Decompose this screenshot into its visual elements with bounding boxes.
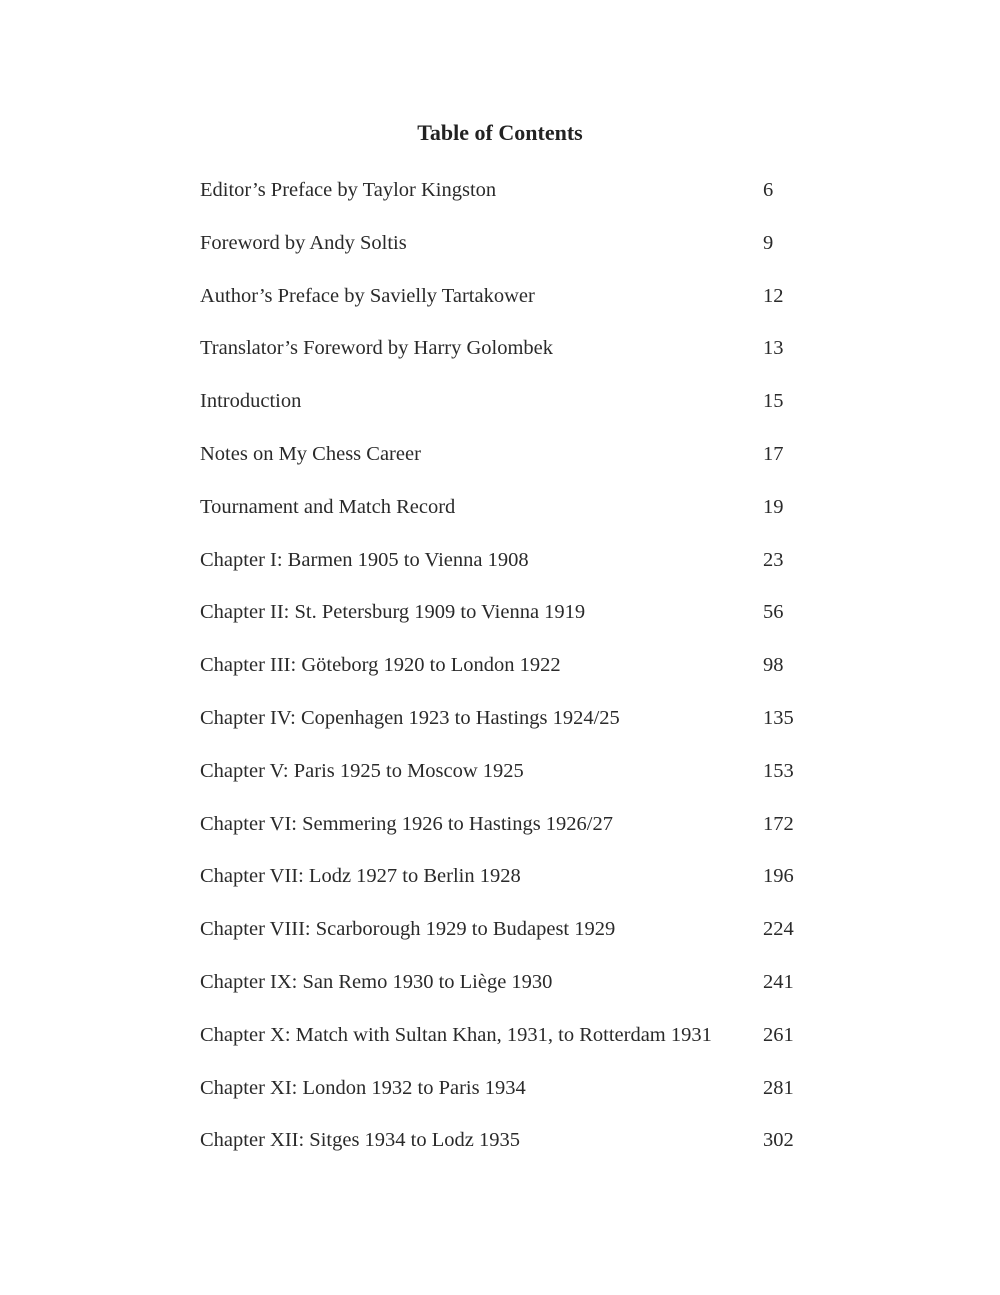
toc-entry-page-number: 56 [763, 601, 784, 624]
toc-entry-title: Chapter VII: Lodz 1927 to Berlin 1928 [200, 865, 521, 888]
toc-entry-page-number: 13 [763, 337, 784, 360]
toc-entry [200, 703, 820, 756]
toc-entry [200, 597, 820, 650]
toc-entry-page-number: 12 [763, 284, 784, 307]
toc-entry [200, 228, 820, 281]
toc-entry-title: Translator’s Foreword by Harry Golombek [200, 337, 554, 360]
table-of-contents [200, 175, 820, 1178]
toc-entry-title: Author’s Preface by Savielly Tartakower [200, 284, 535, 307]
toc-entry-title: Chapter II: St. Petersburg 1909 to Vienna 1919 [200, 601, 586, 624]
toc-entry [200, 175, 820, 228]
page-title: Table of Contents [417, 120, 583, 145]
toc-entry-page-number: 135 [763, 706, 794, 729]
toc-entry [200, 809, 820, 862]
toc-entry-page-number: 172 [763, 812, 794, 835]
toc-entry-title: Chapter XI: London 1932 to Paris 1934 [200, 1076, 526, 1099]
toc-entry-title: Chapter IX: San Remo 1930 to Liège 1930 [200, 970, 553, 993]
toc-entry [200, 914, 820, 967]
toc-entry-title: Foreword by Andy Soltis [200, 231, 407, 254]
toc-entry [200, 492, 820, 545]
toc-entry-page-number: 15 [763, 390, 784, 413]
toc-entry-title: Chapter XII: Sitges 1934 to Lodz 1935 [200, 1129, 520, 1152]
toc-entry-page-number: 261 [763, 1023, 794, 1046]
toc-entry-page-number: 19 [763, 495, 784, 518]
toc-entry-title: Chapter VI: Semmering 1926 to Hastings 1926/27 [200, 812, 614, 835]
toc-entry [200, 650, 820, 703]
toc-entry [200, 439, 820, 492]
toc-entry-page-number: 224 [763, 918, 794, 941]
toc-entry [200, 545, 820, 598]
toc-entry-title: Chapter III: Göteborg 1920 to London 1922 [200, 654, 561, 677]
toc-entry-page-number: 9 [763, 231, 774, 254]
toc-entry [200, 1073, 820, 1126]
toc-entry-title: Editor’s Preface by Taylor Kingston [200, 179, 497, 201]
toc-entry-title: Chapter I: Barmen 1905 to Vienna 1908 [200, 548, 529, 571]
toc-entry [200, 1020, 820, 1073]
toc-entry-page-number: 23 [763, 548, 784, 571]
toc-entry [200, 386, 820, 439]
toc-entry-page-number: 98 [763, 654, 784, 677]
toc-entry-title: Chapter X: Match with Sultan Khan, 1931, to Rotterdam 1931 [200, 1023, 712, 1046]
toc-entry-title: Notes on My Chess Career [200, 442, 421, 465]
toc-entry [200, 333, 820, 386]
toc-entry-title: Chapter IV: Copenhagen 1923 to Hastings 1924/25 [200, 706, 620, 729]
toc-entry-page-number: 17 [763, 442, 784, 465]
toc-entry-page-number: 196 [763, 865, 794, 888]
toc-entry [200, 756, 820, 809]
toc-entry [200, 281, 820, 334]
toc-entry-title: Introduction [200, 390, 302, 413]
toc-entry [200, 967, 820, 1020]
toc-entry-page-number: 281 [763, 1076, 794, 1099]
toc-entry-title: Tournament and Match Record [200, 495, 456, 518]
toc-entry-title: Chapter V: Paris 1925 to Moscow 1925 [200, 759, 524, 782]
toc-entry-page-number: 241 [763, 970, 794, 993]
toc-entry [200, 861, 820, 914]
toc-entry-page-number: 302 [763, 1129, 794, 1152]
toc-entry-page-number: 153 [763, 759, 794, 782]
toc-entry-title: Chapter VIII: Scarborough 1929 to Budapest 1929 [200, 918, 616, 941]
toc-entry [200, 1125, 820, 1178]
toc-entry-page-number: 6 [763, 179, 774, 201]
